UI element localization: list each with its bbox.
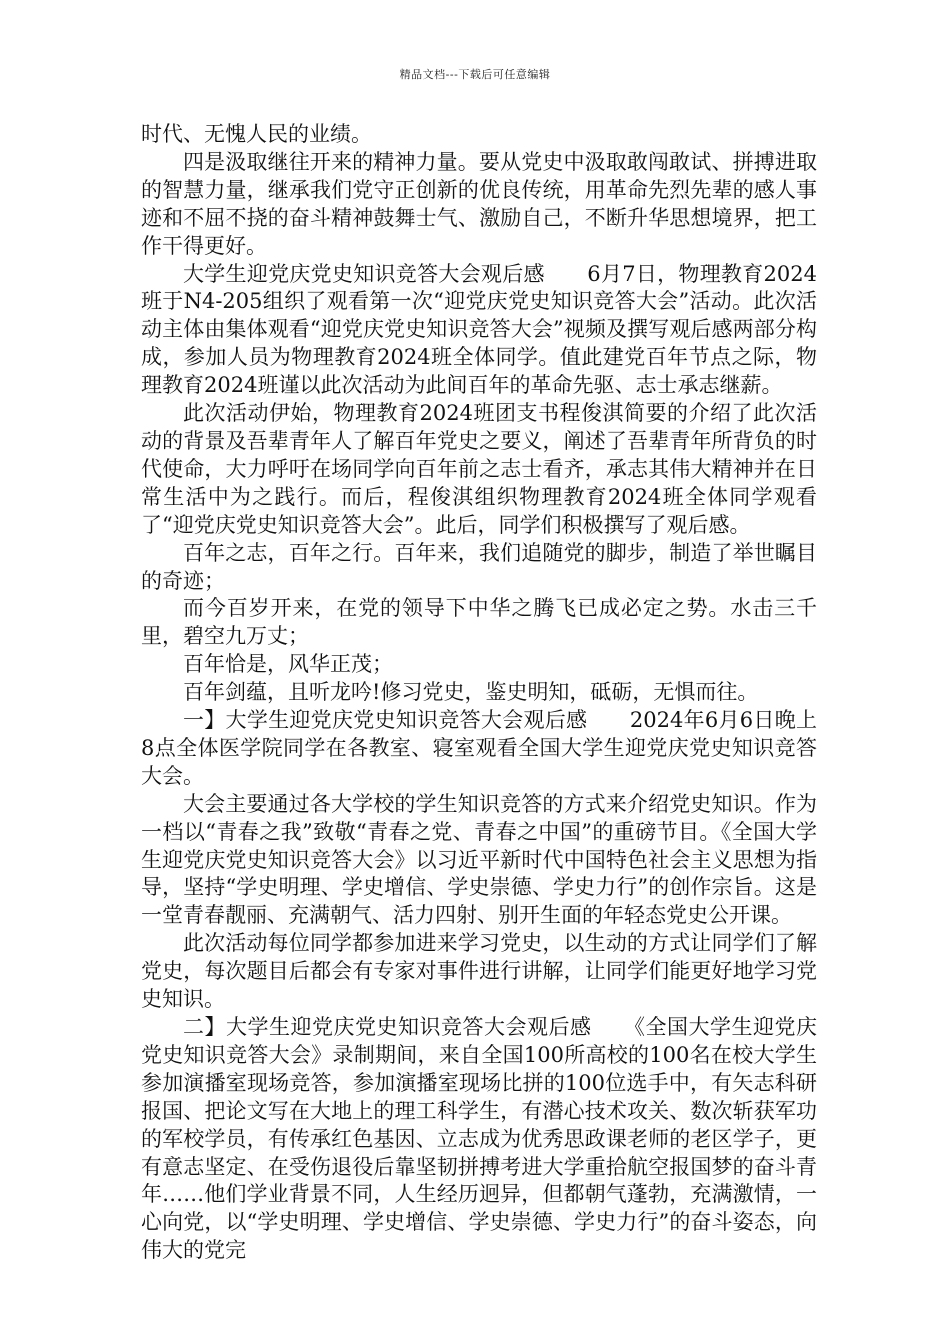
paragraph: 此次活动伊始，物理教育2024班团支书程俊淇简要的介绍了此次活动的背景及吾辈青年人了解百年党史之要义，阐述了吾辈青年所背负的时代使命，大力呼吁在场同学向百年前之志士看齐，承志其伟大精神并在日常生活中为之践行。而后，程俊淇组织物理教育2024班全体同学观看了“迎党庆党史知识竞答大会”。此后，同学们积极撰写了观后感。 (141, 401, 817, 537)
paragraph: 大学生迎党庆党史知识竞答大会观后感 6月7日，物理教育2024班于N4-205组织了观看第一次“迎党庆党史知识竞答大会”活动。此次活动主体由集体观看“迎党庆党史知识竞答大会”视频及撰写观后感两部分构成，参加人员为物理教育2024班全体同学。值此建党百年节点之际，物理教育2024班谨以此次活动为此间百年的革命先驱、志士承志继薪。 (141, 261, 817, 398)
paragraph: 百年剑蕴，且听龙吟!修习党史，鉴史明知，砥砺，无惧而往。 (183, 680, 759, 705)
paragraph: 此次活动每位同学都参加进来学习党史，以生动的方式让同学们了解党史，每次题目后都会有专家对事件进行讲解，让同学们能更好地学习党史知识。 (141, 931, 817, 1012)
paragraph: 大会主要通过各大学校的学生知识竞答的方式来介绍党史知识。作为一档以“青春之我”致敬“青春之党、青春之中国”的重磅节目。《全国大学生迎党庆党史知识竞答大会》以习近平新时代中国特色社会主义思想为指导，坚持“学史明理、学史增信、学史崇德、学史力行”的创作宗旨。这是一堂青春靓丽、充满朝气、活力四射、别开生面的年轻态党史公开课。 (141, 791, 817, 928)
paragraph: 百年之志，百年之行。百年来，我们追随党的脚步，制造了举世瞩目的奇迹； (141, 540, 817, 593)
paragraph: 而今百岁开来，在党的领导下中华之腾飞已成必定之势。水击三千里，碧空九万丈； (141, 596, 817, 649)
paragraph: 四是汲取继往开来的精神力量。要从党史中汲取敢闯敢试、拼搏进取的智慧力量，继承我们党守正创新的优良传统，用革命先烈先辈的感人事迹和不屈不挠的奋斗精神鼓舞士气、激励自己，不断升华思想境界，把工作干得更好。 (141, 149, 817, 258)
paragraph: 二】大学生迎党庆党史知识竞答大会观后感 《全国大学生迎党庆党史知识竞答大会》录制期间，来自全国100所高校的100名在校大学生参加演播室现场竞答，参加演播室现场比拼的100位选手中，有矢志科研报国、把论文写在大地上的理工科学生，有潜心技术攻关、数次斩获军功的军校学员，有传承红色基因、立志成为优秀思政课老师的老区学子，更有意志坚定、在受伤退役后靠坚韧拼搏考进大学重拾航空报国梦的奋斗青年……他们学业背景不同，人生经历迥异，但都朝气蓬勃，充满激情，一心向党，以“学史明理、学史增信、学史崇德、学史力行”的奋斗姿态，向伟大的党完 (141, 1015, 817, 1263)
page-header: 精品文档---下载后可任意编辑 (399, 68, 551, 81)
paragraph: 一】大学生迎党庆党史知识竞答大会观后感 2024年6月6日晚上8点全体医学院同学在各教室、寝室观看全国大学生迎党庆党史知识竞答大会。 (141, 708, 817, 788)
document-body (141, 121, 817, 1265)
paragraph: 时代、无愧人民的业绩。 (141, 122, 372, 146)
paragraph: 百年恰是，风华正茂； (183, 652, 393, 677)
